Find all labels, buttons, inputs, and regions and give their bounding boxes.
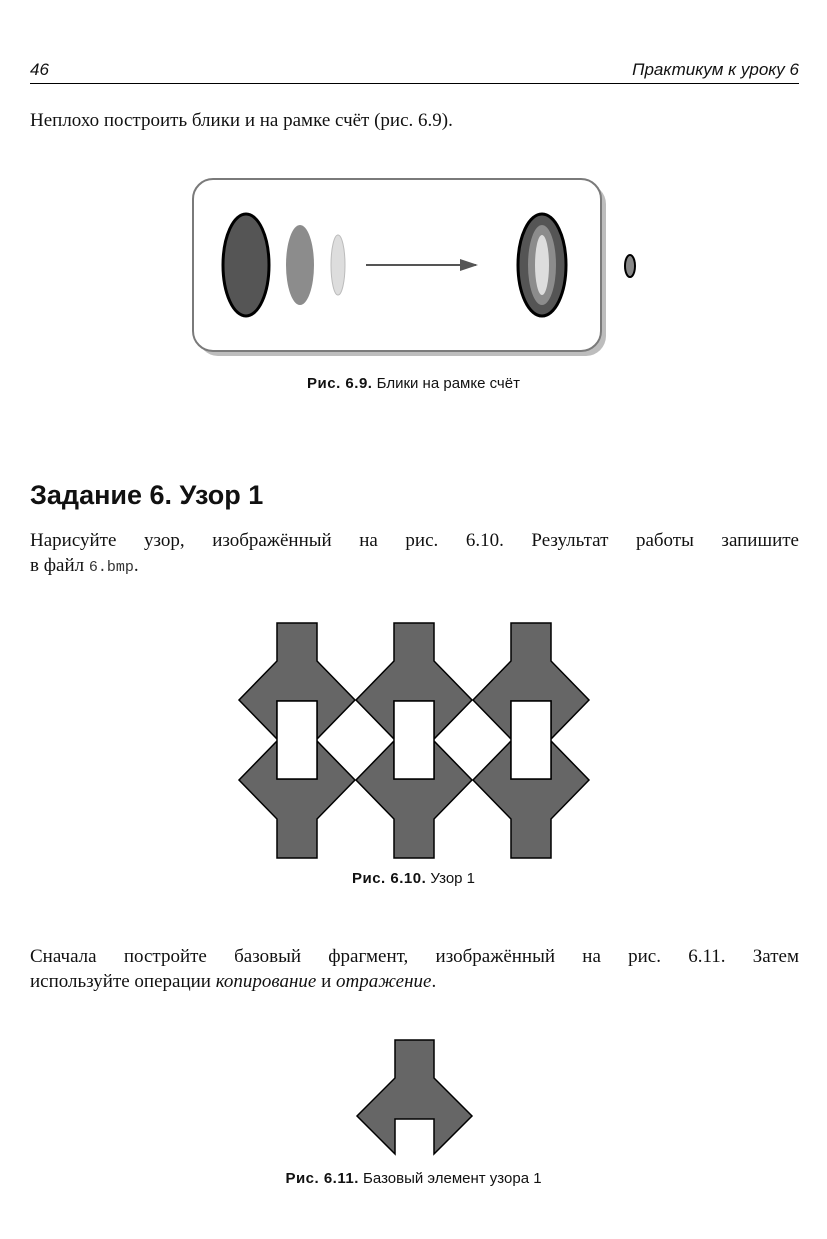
bead-result-inner: [535, 235, 549, 295]
instructions-line-2-prefix: используйте операции: [30, 971, 216, 992]
figure-6-9-label: Рис. 6.9.: [307, 375, 373, 392]
task-filename: 6.bmp: [88, 559, 134, 576]
figure-6-10-label: Рис. 6.10.: [351, 870, 427, 887]
instructions-line-2-suffix: .: [431, 971, 437, 992]
figure-6-10-caption: [0, 870, 827, 887]
pattern-window-2: [394, 701, 434, 779]
figure-6-9-caption-text: Блики на рамке счёт: [376, 375, 520, 392]
task-heading: Задание 6. Узор 1: [30, 480, 264, 510]
intro-paragraph: Неплохо построить блики и на рамке счёт (рис. 6.9).: [30, 110, 453, 131]
figure-6-10-caption-text: Узор 1: [430, 870, 476, 887]
figure-6-9-beads-on-frame: [0, 170, 827, 370]
task-line-2-prefix: в файл: [30, 555, 89, 576]
figure-6-9-caption: [0, 375, 827, 392]
operation-copy: копирование: [215, 971, 317, 992]
instructions-conj: и: [316, 971, 337, 992]
task-line-1: Нарисуйте узор, изображённый на рис. 6.10. Результат работы запишите: [30, 530, 799, 551]
bead-small-outside: [625, 255, 635, 277]
instructions-line-2: [30, 969, 799, 994]
running-title: Практикум к уроку 6: [632, 60, 799, 79]
bead-dark-ellipse: [223, 214, 269, 316]
operation-reflect: отражение: [336, 971, 432, 992]
task-line-2-suffix: .: [133, 555, 139, 576]
figure-6-11-base-element: [0, 1035, 827, 1165]
header-rule: [30, 83, 799, 84]
instructions-line-1: Сначала постройте базовый фрагмент, изображённый на рис. 6.11. Затем: [30, 946, 799, 967]
page-number: 46: [30, 60, 49, 79]
bead-light-ellipse: [331, 235, 345, 295]
base-element-shape: [357, 1040, 472, 1154]
figure-6-10-pattern: [0, 615, 827, 865]
pattern-window-1: [277, 701, 317, 779]
figure-6-11-caption-text: Базовый элемент узора 1: [363, 1170, 542, 1187]
bead-mid-ellipse: [286, 225, 314, 305]
figure-6-11-label: Рис. 6.11.: [285, 1170, 359, 1187]
pattern-window-3: [511, 701, 551, 779]
figure-6-11-caption: [0, 1170, 827, 1187]
task-line-2: [30, 553, 799, 580]
